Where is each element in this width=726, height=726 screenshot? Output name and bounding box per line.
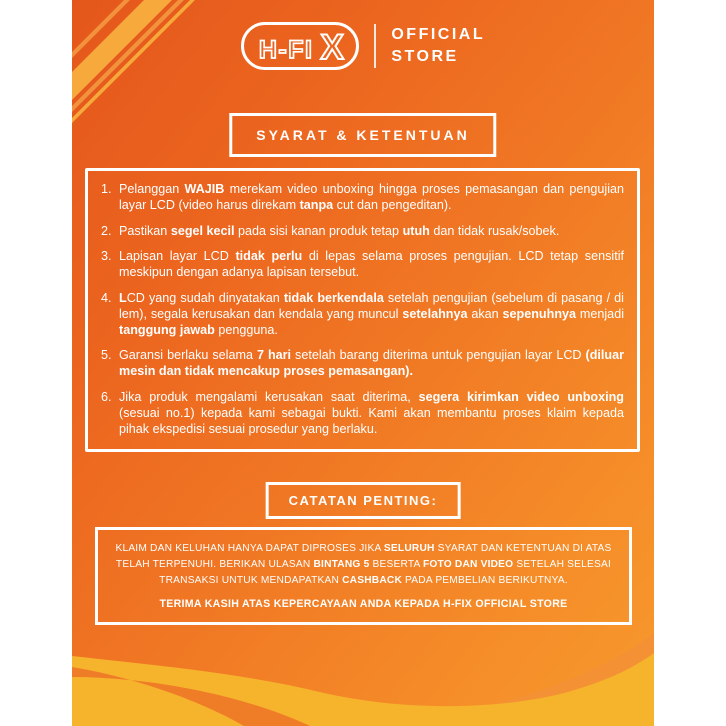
terms-item-1	[101, 182, 624, 214]
notes-title: CATATAN PENTING:	[288, 493, 438, 508]
store-logo	[72, 22, 654, 70]
poster-background	[72, 0, 654, 726]
notes-title-box	[266, 482, 461, 519]
terms-item-6	[101, 390, 624, 438]
terms-title-box	[229, 113, 496, 157]
item-text: Lapisan layar LCD tidak perlu di lepas selama proses pengujian. LCD tetap sensitif meskipun dengan adanya lapisan tersebut.	[119, 249, 624, 280]
terms-item-4	[101, 291, 624, 339]
item-number: 5.	[101, 348, 112, 363]
item-number: 6.	[101, 390, 112, 405]
logo-divider	[374, 24, 376, 68]
item-number: 2.	[101, 223, 112, 238]
item-text: LCD yang sudah dinyatakan tidak berkendala setelah pengujian (sebelum di pasang / di lem), segala kerusakan dan kendala yang muncul setelahnya akan sepenuhnya menjadi tanggung jawab pengguna.	[119, 290, 624, 337]
item-number: 1.	[101, 182, 112, 196]
item-number: 3.	[101, 249, 112, 264]
terms-item-3	[101, 249, 624, 281]
notes-body: KLAIM DAN KELUHAN HANYA DAPAT DIPROSES JIKA SELURUH SYARAT DAN KETENTUAN DI ATAS TELAH TERPENUHI. BERIKAN ULASAN BINTANG 5 BESERTA FOTO DAN VIDEO SETELAH SELESAI TRANSAKSI UNTUK MENDAPATKAN CASHBACK PADA PEMBELIAN BERIKUTNYA.	[115, 543, 612, 587]
terms-item-5	[101, 348, 624, 380]
store-label-line2: STORE	[391, 48, 459, 65]
hfix-logo	[241, 22, 359, 70]
bottom-waves-decoration	[72, 611, 654, 726]
terms-box	[85, 168, 640, 452]
item-text: Pastikan segel kecil pada sisi kanan produk tetap utuh dan tidak rusak/sobek.	[119, 223, 560, 238]
item-text: Garansi berlaku selama 7 hari setelah barang diterima untuk pengujian layar LCD (diluar mesin dan tidak mencakup proses pemasangan).	[119, 348, 624, 379]
thank-you-text: TERIMA KASIH ATAS KEPERCAYAAN ANDA KEPADA H-FIX OFFICIAL STORE	[159, 598, 568, 611]
store-label	[391, 24, 485, 69]
terms-item-2	[101, 224, 624, 240]
terms-title: SYARAT & KETENTUAN	[256, 127, 470, 143]
hfix-logo-pill	[241, 22, 359, 70]
hfix-logo-x: X	[320, 27, 346, 67]
store-label-line1: OFFICIAL	[391, 25, 486, 43]
item-text: Jika produk mengalami kerusakan saat diterima, segera kirimkan video unboxing (sesuai no.1) kepada kami sebagai bukti. Kami akan membantu proses klaim kepada pihak ekspedisi sesuai prosedur yang berlaku.	[119, 390, 624, 437]
item-number: 4.	[101, 290, 112, 305]
notes-box	[95, 527, 632, 625]
item-text: Pelanggan WAJIB merekam video unboxing hingga proses pemasangan dan pengujian layar LCD (video harus direkam tanpa cut dan pengeditan).	[119, 182, 624, 212]
hfix-logo-text: H-FI X	[258, 27, 346, 67]
